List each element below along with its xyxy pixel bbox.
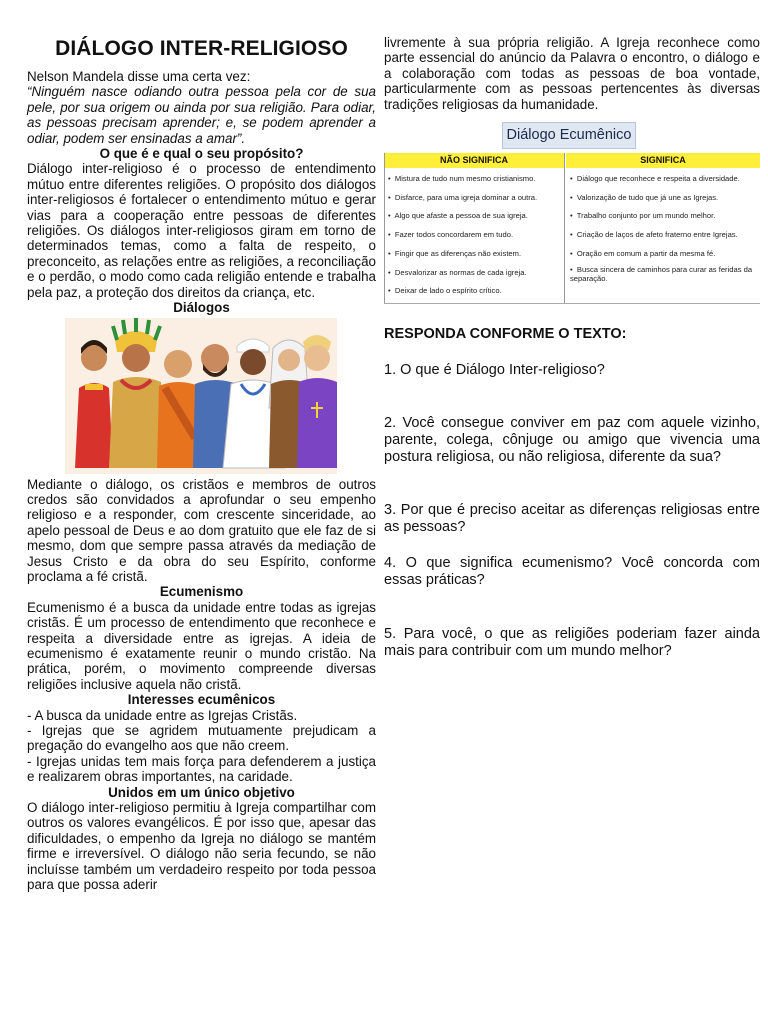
question-1: 1. O que é Diálogo Inter-religioso?	[384, 362, 605, 379]
interesses-item: - Igrejas que se agridem mutuamente prejudicam a pregação do evangelho aos que não creem.	[27, 723, 376, 754]
table-right-cell: • Valorização de tudo que já une as Igrejas.	[570, 193, 719, 203]
question-4: 4. O que significa ecumenismo? Você concorda com essas práticas?	[384, 555, 760, 589]
person-indigenous-figure	[109, 318, 165, 468]
table-divider	[564, 153, 565, 303]
section-heading-unidos: Unidos em um único objetivo	[108, 784, 295, 800]
mandela-quote: “Ninguém nasce odiando outra pessoa pela cor de sua pele, por sua origem ou ainda por sua religião. Para odiar, as pessoas precisam aprender; e, se podem aprender a odiar, podem ser ensinadas a amar”.	[27, 84, 376, 146]
question-3: 3. Por que é preciso aceitar as diferenças religiosas entre as pessoas?	[384, 502, 760, 536]
section-text-proposito: Diálogo inter-religioso é o processo de entendimento mútuo entre diferentes religiões. O propósito dos diálogos inter-religiosos é fortalecer o entendimento mútuo e gerar vias para a cooperação entre pessoas de diferentes religiões. Os diálogos inter-religiosos giram em torno de determinados temas, como a falta de respeito, o preconceito, as relações entre as religiões, a reconciliação e o perdão, o modo como cada religião entende e trabalha pela paz, a proteção dos direitos da criança, etc.	[27, 161, 376, 300]
ecumenical-table	[384, 153, 760, 304]
table-left-cell: • Mistura de tudo num mesmo cristianismo.	[388, 174, 536, 184]
question-5: 5. Para você, o que as religiões poderiam fazer ainda mais para contribuir com um mundo melhor?	[384, 626, 760, 660]
table-left-cell: • Desvalorizar as normas de cada igreja.	[388, 268, 527, 278]
table-right-cell: • Trabalho conjunto por um mundo melhor.	[570, 211, 716, 221]
table-right-cell: • Criação de laços de afeto fraterno entre Igrejas.	[570, 230, 738, 240]
section-heading-dialogos: Diálogos	[173, 300, 230, 316]
table-left-cell: • Fingir que as diferenças não existem.	[388, 249, 522, 259]
right-intro-text: livremente à sua própria religião. A Igreja reconhece como parte essencial do anúncio da Palavra o encontro, o diálogo e a colaboração com todas as pessoas de boa vontade, particularmente com as pessoas pertencentes às diversas tradições religiosas da humanidade.	[384, 35, 760, 112]
table-right-cell: • Busca sincera de caminhos para curar as feridas da separação.	[570, 265, 753, 284]
table-border-left	[384, 153, 385, 303]
table-right-cell: • Oração em comum a partir da mesma fé.	[570, 249, 716, 259]
right-column	[384, 0, 760, 660]
interesses-item: - A busca da unidade entre as Igrejas Cristãs.	[27, 707, 298, 723]
intro-line: Nelson Mandela disse uma certa vez:	[27, 69, 251, 84]
question-2: 2. Você consegue conviver em paz com aquele vizinho, parente, colega, cônjuge ou amigo que vivencia uma postura religiosa, ou não religiosa, diferente da sua?	[384, 415, 760, 466]
people-illustration-svg	[65, 318, 337, 474]
table-left-cell: • Deixar de lado o espírito crítico.	[388, 286, 502, 296]
section-text-ecumenismo: Ecumenismo é a busca da unidade entre todas as igrejas cristãs. É um processo de entendimento que reconhece e respeita a diversidade entre as igrejas. A ideia de ecumenismo é exatamente reunir o mundo cristão. Na prática, porém, o movimento compreende diversas religiões inclusive aquela não cristã.	[27, 599, 376, 692]
section-heading-ecumenismo: Ecumenismo	[159, 584, 244, 600]
religious-people-illustration	[65, 318, 337, 474]
table-right-cell: • Diálogo que reconhece e respeita a diversidade.	[570, 174, 740, 184]
section-heading-proposito: O que é e qual o seu propósito?	[99, 146, 304, 162]
table-header-nao-significa: NÃO SIGNIFICA	[384, 153, 564, 168]
section-heading-interesses: Interesses ecumênicos	[127, 692, 276, 708]
table-header-significa: SIGNIFICA	[566, 153, 760, 168]
table-left-cell: • Algo que afaste a pessoa de sua igreja.	[388, 211, 528, 221]
table-left-cell: • Fazer todos concordarem em tudo.	[388, 230, 514, 240]
page-title: DIÁLOGO INTER-RELIGIOSO	[55, 37, 348, 60]
table-left-cell: • Disfarce, para uma igreja dominar a outra.	[388, 193, 538, 203]
questions-heading: RESPONDA CONFORME O TEXTO:	[384, 326, 627, 343]
left-column	[27, 0, 376, 892]
section-text-unidos: O diálogo inter-religioso permitiu à Igreja compartilhar com outros os valores evangélicos. É por isso que, apesar das dificuldades, o empenho da Igreja no diálogo se mantém firme e irreversível. O diálogo não seria fecundo, se não incluísse também um verdadeiro respeito por toda pessoa para que possa aderir	[27, 800, 376, 893]
section-text-dialogos: Mediante o diálogo, os cristãos e membros de outros credos são convidados a aprofundar o seu empenho religioso e a responder, com crescente sinceridade, ao apelo pessoal de Deus e ao dom gratuito que ele faz de si mesmo, dom que sempre passa através da mediação de Jesus Cristo e da obra do seu Espírito, conforme proclama a fé cristã.	[27, 476, 376, 584]
table-title: Diálogo Ecumênico	[502, 122, 636, 149]
interesses-item: - Igrejas unidas tem mais força para defenderem a justiça e realizarem obras importantes, na caridade.	[27, 753, 376, 785]
